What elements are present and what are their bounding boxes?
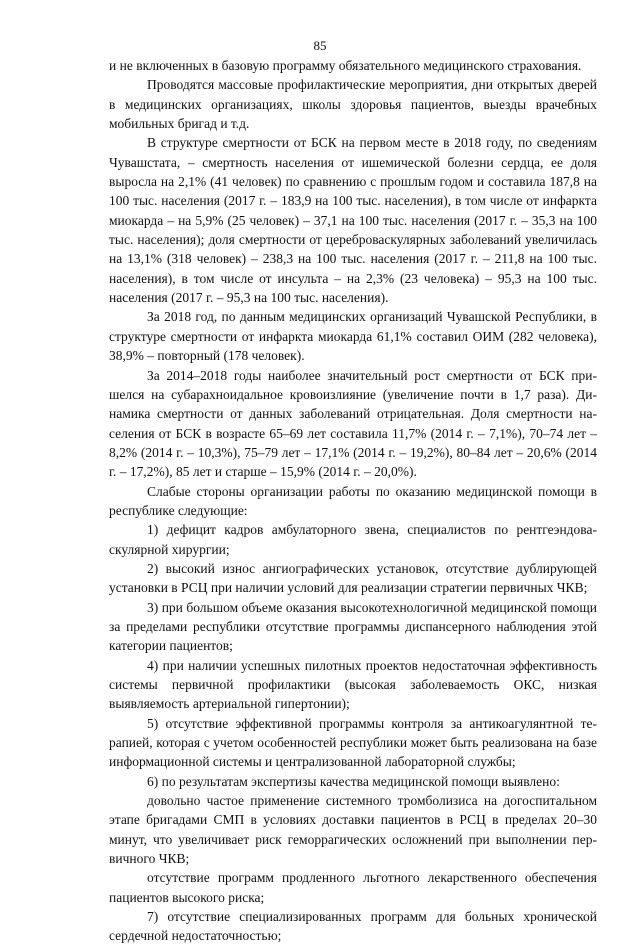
- paragraph: За 2018 год, по данным медицинских организаций Чувашской Республики, в структуре смертности от инфаркта миокарда 61,1% составил ОИМ (282 человека), 38,9% – повторный (178 человек).: [109, 309, 597, 364]
- paragraph: и не включенных в базовую программу обязательного медицинского страхования.: [109, 58, 582, 73]
- paragraph: В структуре смертности от БСК на первом месте в 2018 году, по сведениям Чувашстата, – смертность населения от ишемической болезни сердца, ее доля выросла на 2,1% (41 человек) по сравнению с прошлым годом и составила 187,8 на 100 тыс. населения (2017 г. – 183,9 на 100 тыс. населения), в том числе от инфаркта миокарда – на 5,9% (25 человек) – 37,1 на 100 тыс. населения (2017 г. – 35,3 на 100 тыс. населения); доля смертности от цереброваскулярных заболеваний увеличилась на 13,1% (318 человек) – 238,3 на 100 тыс. населения (2017 г. – 211,8 на 100 тыс. населения), в том числе от инсульта – на 2,3% (23 человека) – 95,3 на 100 тыс. населения (2017 г. – 95,3 на 100 тыс. населения).: [109, 135, 597, 306]
- list-item: 7) отсутствие специализированных программ для больных хронической сердечной недостаточностью;: [109, 909, 597, 944]
- sub-item: довольно частое применение системного тромболизиса на догоспитальном этапе бригадами СМП в условиях доставки пациентов в РСЦ в пределах 20–30 минут, что увеличивает риск геморрагических осложнений при выполнении первичного ЧКВ;: [109, 793, 597, 867]
- page-number: 85: [313, 38, 327, 53]
- list-item: 4) при наличии успешных пилотных проектов недостаточная эффективность системы первичной профилактики (высокая заболеваемость ОКС, низкая выявляемость артериальной гипертонии);: [109, 657, 597, 712]
- paragraph: Слабые стороны организации работы по оказанию медицинской помощи в республике следующие:: [109, 483, 597, 518]
- sub-item: отсутствие программ продленного льготного лекарственного обеспечения пациентов высокого риска;: [109, 870, 597, 905]
- list-item: 1) дефицит кадров амбулаторного звена, специалистов по рентгеэндоваскулярной хирургии;: [109, 522, 597, 557]
- list-item: 3) при большом объеме оказания высокотехнологичной медицинской помощи за пределами республики отсутствие программы диспансерного наблюдения этой категории пациентов;: [109, 599, 597, 654]
- list-item: 6) по результатам экспертизы качества медицинской помощи выявлено:: [147, 773, 560, 789]
- paragraph: Проводятся массовые профилактические мероприятия, дни открытых дверей в медицинских организациях, школы здоровья пациентов, выезды врачебных мобильных бригад и т.д.: [109, 77, 597, 132]
- body-text: [109, 56, 597, 946]
- paragraph: За 2014–2018 годы наиболее значительный рост смертности от БСК пришелся на субарахноидальное кровоизлияние (увеличение почти в 1,7 раза). Динамика смертности от данных заболеваний отрицательная. Доля смертности населения от БСК в возрасте 65–69 лет составила 11,7% (2014 г. – 7,1%), 70–74 лет – 8,2% (2014 г. – 10,3%), 75–79 лет – 17,1% (2014 г. – 19,2%), 80–84 лет – 20,6% (2014 г. – 17,2%), 85 лет и старше – 15,9% (2014 г. – 20,0%).: [109, 367, 597, 480]
- list-item: 2) высокий износ ангиографических установок, отсутствие дублирующей установки в РСЦ при наличии условий для реализации стратегии первичных ЧКВ;: [109, 560, 597, 596]
- list-item: 5) отсутствие эффективной программы контроля за антикоагулянтной терапией, которая с учетом особенностей республики может быть реализована на базе информационной системы и централизованной лабораторной службы;: [109, 715, 597, 770]
